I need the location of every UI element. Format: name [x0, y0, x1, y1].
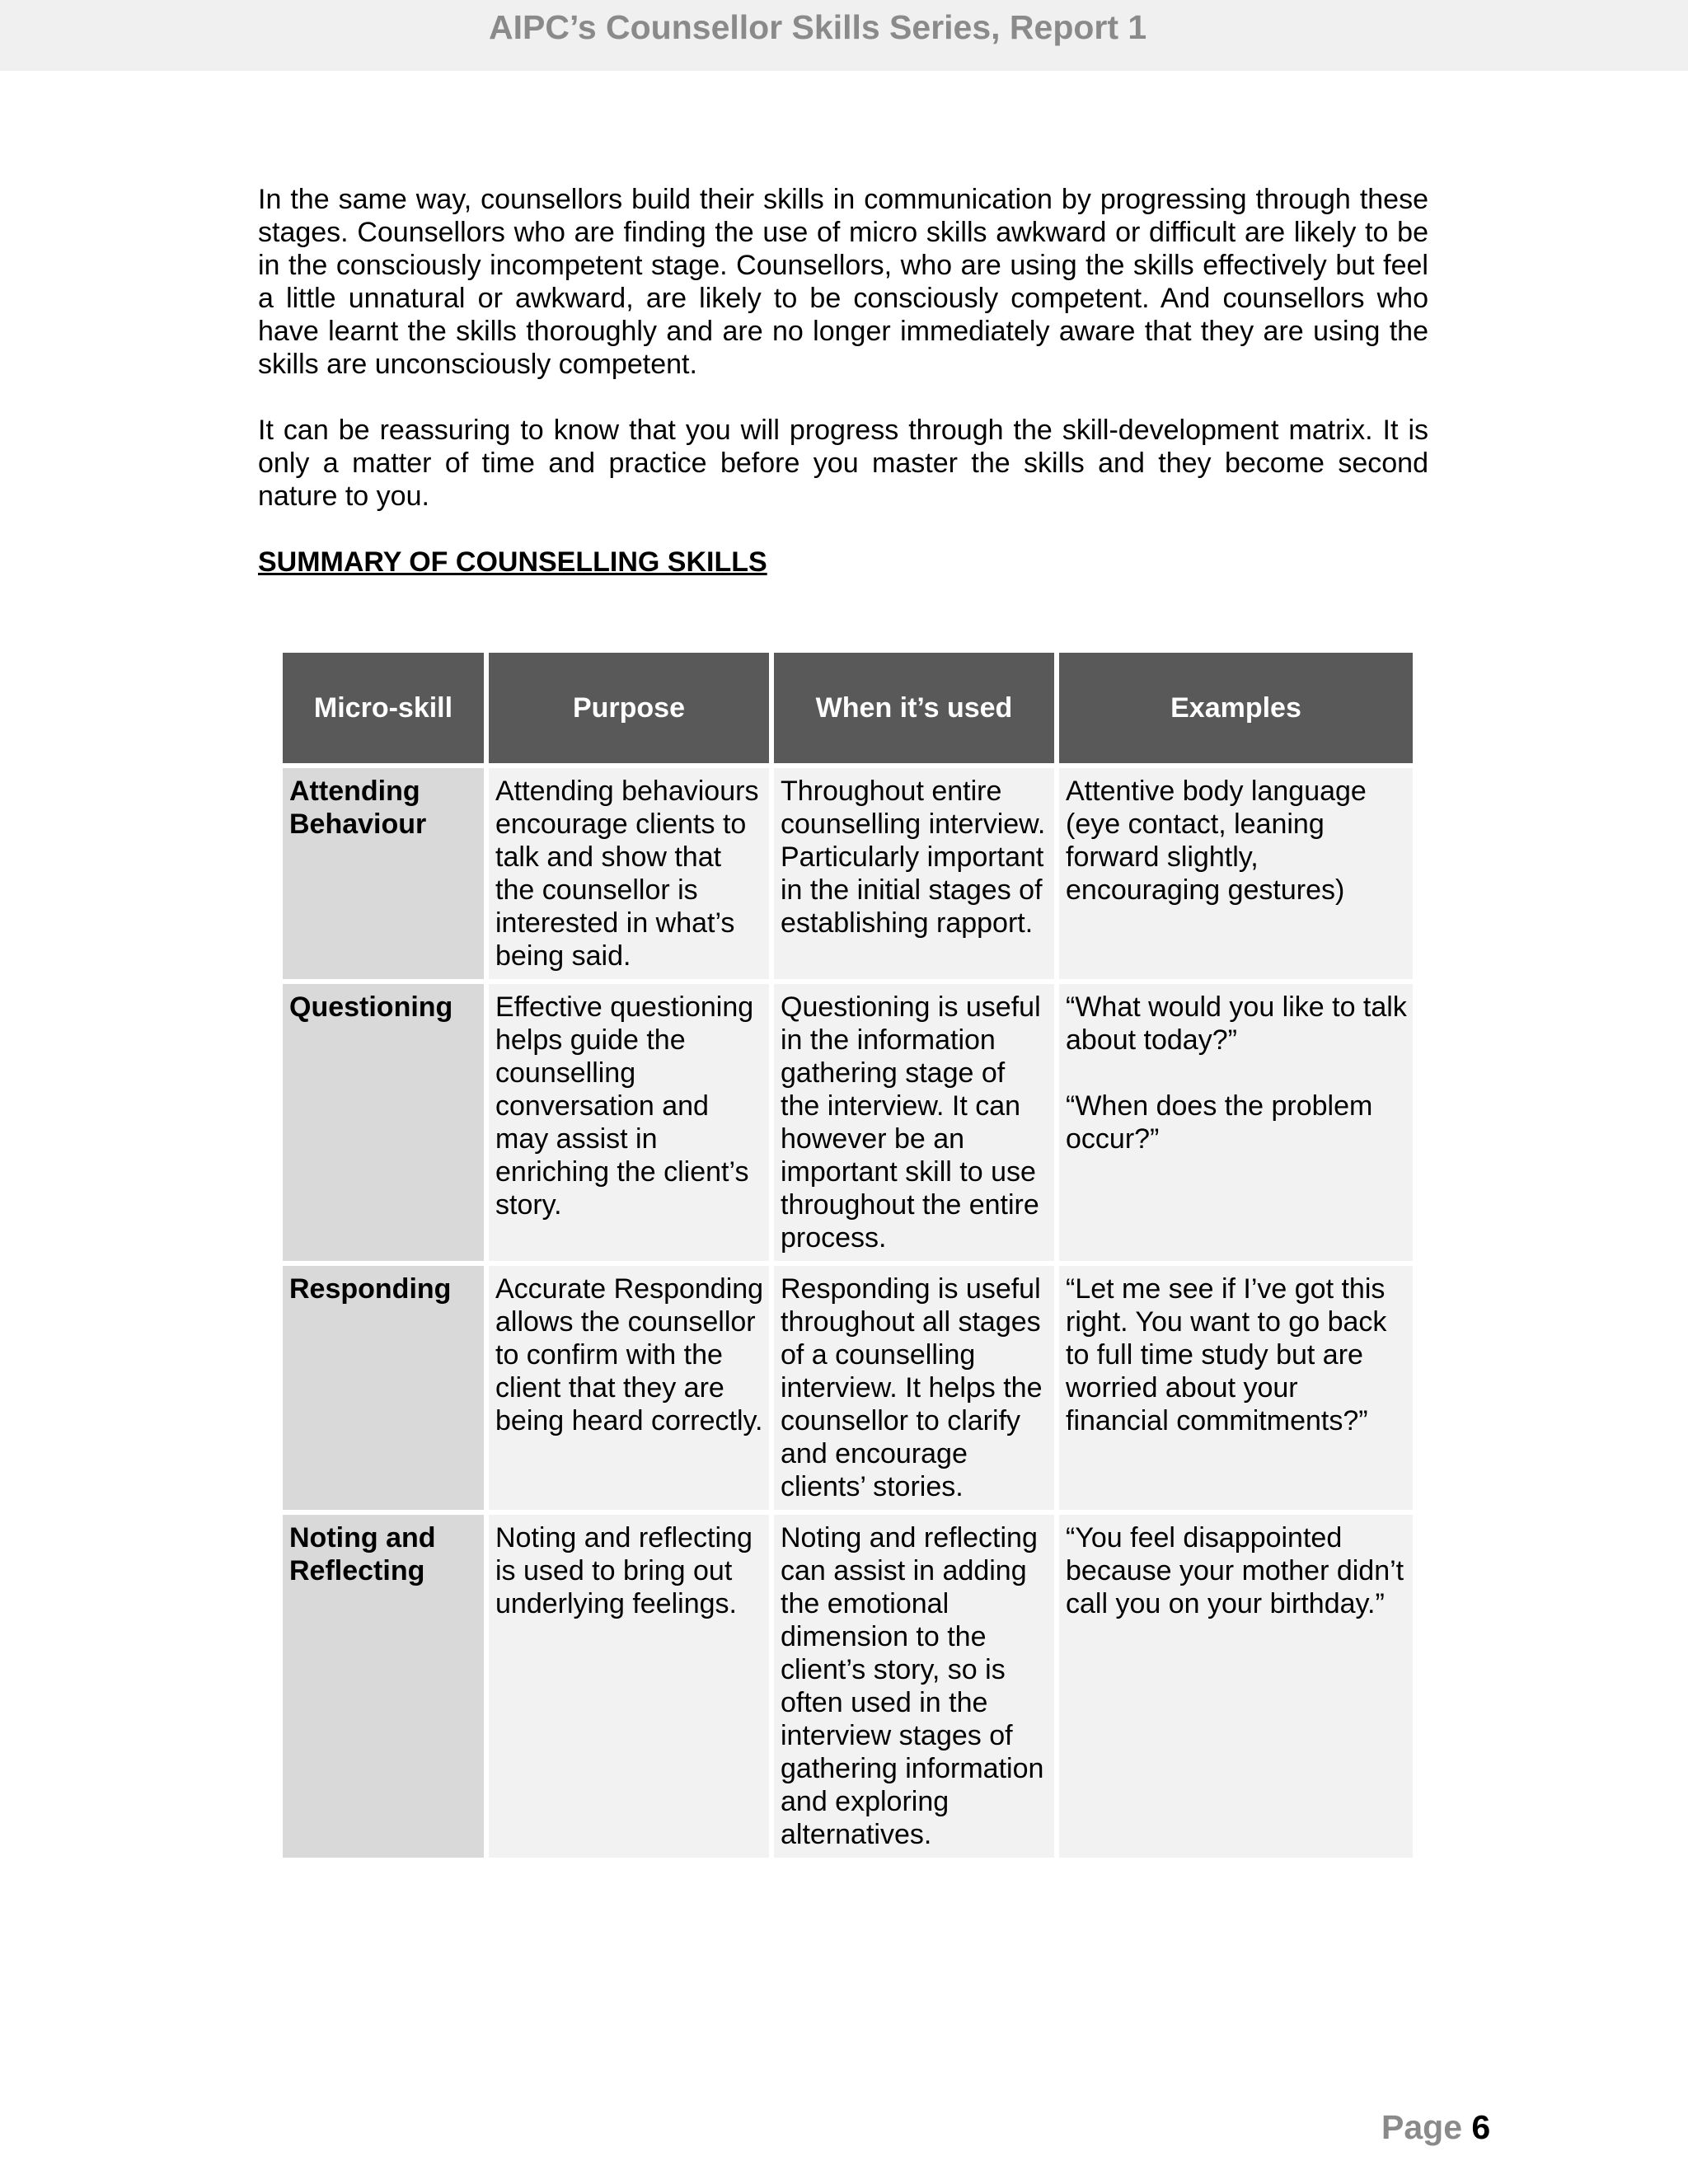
skill-name: Questioning: [283, 984, 484, 1261]
skill-purpose: Effective questioning helps guide the counselling conversation and may assist in enriching the client’s story.: [489, 984, 769, 1261]
example-text: “What would you like to talk about today?”: [1066, 991, 1407, 1056]
skill-name: Noting and Reflecting: [283, 1515, 484, 1858]
skill-when-used: Responding is useful throughout all stages of a counselling interview. It helps the counsellor to clarify and encourage clients’ stories.: [774, 1266, 1054, 1510]
table-row: [283, 1515, 1413, 1858]
column-header-purpose: Purpose: [489, 653, 769, 763]
column-header-examples: Examples: [1059, 653, 1413, 763]
skills-summary-table: [278, 648, 1418, 1863]
page-header: [0, 0, 1688, 71]
column-header-micro-skill: Micro-skill: [283, 653, 484, 763]
page-number: [1381, 2108, 1490, 2147]
paragraph: It can be reassuring to know that you will progress through the skill-development matrix. It is only a matter of time and practice before you master the skills and they become second nature to you.: [258, 415, 1428, 512]
example-text: “Let me see if I’ve got this right. You want to go back to full time study but are worried about your financial commitments?”: [1066, 1273, 1387, 1436]
skill-when-used: Throughout entire counselling interview. Particularly important in the initial stages of establishing rapport.: [774, 768, 1054, 979]
example-text: “You feel disappointed because your mother didn’t call you on your birthday.”: [1066, 1522, 1404, 1619]
table-row: [283, 984, 1413, 1261]
example-text: “When does the problem occur?”: [1066, 1090, 1373, 1155]
page-label: Page: [1381, 2108, 1462, 2146]
skill-purpose: Noting and reflecting is used to bring out underlying feelings.: [489, 1515, 769, 1858]
skill-name: Attending Behaviour: [283, 768, 484, 979]
body-text: [258, 183, 1428, 612]
example-text: Attentive body language (eye contact, leaning forward slightly, encouraging gestures): [1066, 776, 1367, 906]
column-header-when-used: When it’s used: [774, 653, 1054, 763]
skill-purpose: Attending behaviours encourage clients to talk and show that the counsellor is interested in what’s being said.: [489, 768, 769, 979]
skill-when-used: Noting and reflecting can assist in adding the emotional dimension to the client’s story, so is often used in the interview stages of gathering information and exploring alternatives.: [774, 1515, 1054, 1858]
page-number-value: 6: [1471, 2108, 1491, 2146]
section-title: SUMMARY OF COUNSELLING SKILLS: [258, 546, 767, 578]
paragraph: In the same way, counsellors build their skills in communication by progressing through these stages. Counsellors who are finding the use of micro skills awkward or difficult are likely to be in the consciously incompetent stage. Counsellors, who are using the skills effectively but feel a little unnatural or awkward, are likely to be consciously competent. And counsellors who have learnt the skills thoroughly and are no longer immediately aware that they are using the skills are unconsciously competent.: [258, 184, 1428, 380]
skill-name: Responding: [283, 1266, 484, 1510]
skill-examples: [1059, 1266, 1413, 1510]
report-title: AIPC’s Counsellor Skills Series, Report 1: [489, 8, 1147, 46]
skill-examples: [1059, 1515, 1413, 1858]
skill-purpose: Accurate Responding allows the counsellor to confirm with the client that they are being heard correctly.: [489, 1266, 769, 1510]
skill-examples: [1059, 984, 1413, 1261]
table-row: [283, 1266, 1413, 1510]
table-header-row: [283, 653, 1413, 763]
skill-examples: [1059, 768, 1413, 979]
skill-when-used: Questioning is useful in the information gathering stage of the interview. It can however be an important skill to use throughout the entire process.: [774, 984, 1054, 1261]
table-row: [283, 768, 1413, 979]
